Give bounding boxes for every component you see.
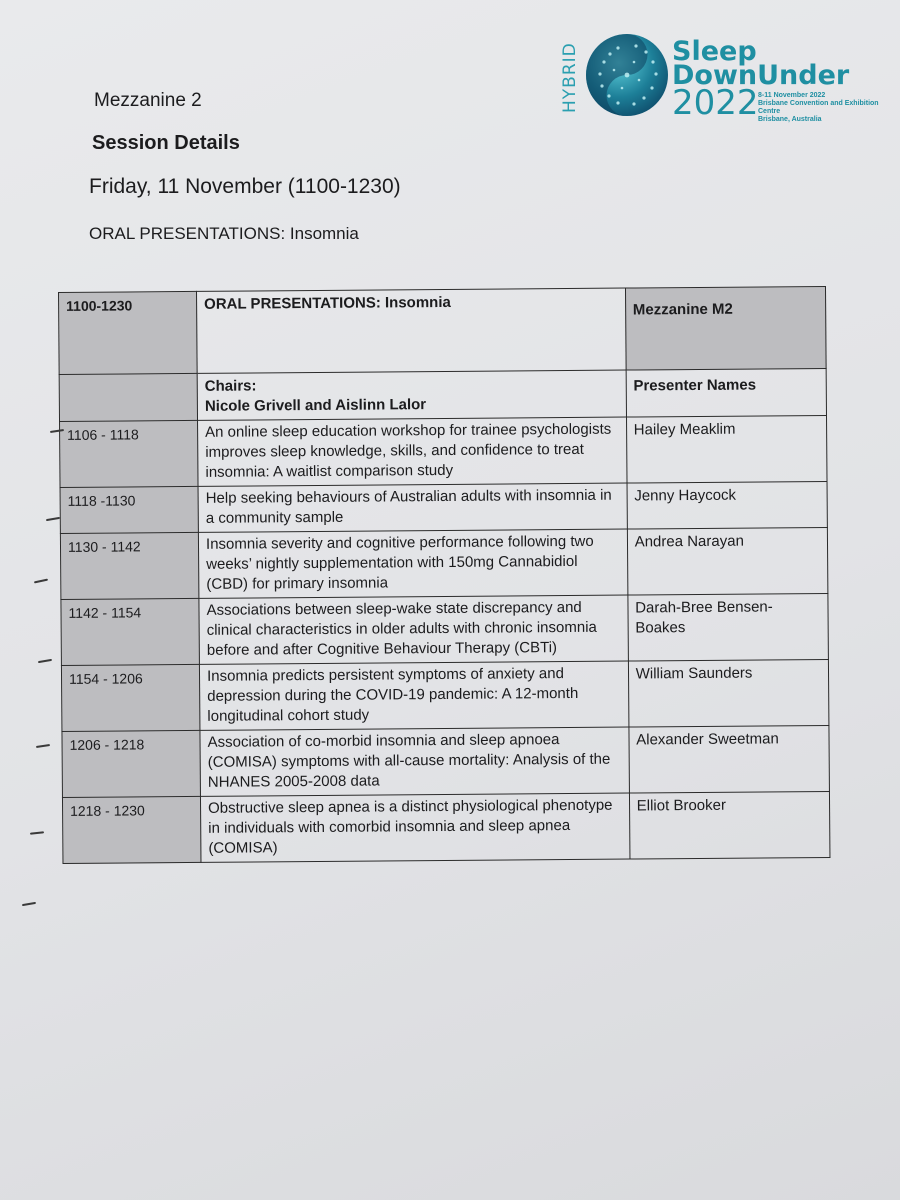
chairs-label: Chairs:	[204, 377, 257, 395]
talk-time: 1218 - 1230	[62, 796, 201, 863]
session-name: ORAL PRESENTATIONS: Insomnia	[89, 224, 359, 243]
table-row	[60, 527, 827, 599]
table-row	[62, 791, 829, 863]
table-row	[61, 593, 828, 665]
pencil-tick-mark	[36, 744, 50, 748]
talk-title: Insomnia severity and cognitive performance following two weeks’ nightly supplementation with 150mg Cannabidiol (CBD) for primary insomnia	[198, 529, 627, 598]
table-row	[60, 481, 827, 533]
session-date-time: Friday, 11 November (1100-1230)	[89, 175, 401, 198]
talk-presenter: William Saunders	[628, 659, 829, 727]
pencil-tick-mark	[34, 579, 48, 584]
talk-time: 1106 - 1118	[60, 420, 199, 487]
table-row	[61, 659, 828, 731]
schedule-table	[58, 286, 830, 864]
talk-presenter: Jenny Haycock	[627, 481, 828, 529]
talk-title: Obstructive sleep apnea is a distinct physiological phenotype in individuals with comorbid insomnia and sleep apnea (COMISA)	[200, 793, 629, 862]
logo-hybrid-text: HYBRID	[560, 42, 580, 114]
header-room: Mezzanine M2	[625, 286, 826, 370]
logo-year: 2022	[672, 83, 759, 123]
pencil-tick-mark	[38, 659, 52, 663]
talk-time: 1118 -1130	[60, 486, 198, 533]
session-details-heading: Session Details	[92, 132, 240, 154]
logo-venue-line2: Brisbane, Australia	[758, 116, 822, 123]
table-row	[62, 725, 829, 797]
venue-heading: Mezzanine 2	[94, 90, 202, 111]
talk-time: 1142 - 1154	[61, 598, 200, 665]
logo-venue-line1: Brisbane Convention and Exhibition Centre	[758, 100, 879, 115]
talk-title: Association of co-morbid insomnia and sleep apnoea (COMISA) symptoms with all-cause mortality: Analysis of the NHANES 2005-2008 data	[200, 727, 629, 796]
logo-globe-icon	[584, 32, 670, 118]
table-header-row	[59, 286, 827, 374]
talk-presenter: Hailey Meaklim	[626, 415, 827, 483]
pencil-tick-mark	[22, 902, 36, 906]
talk-title: Insomnia predicts persistent symptoms of anxiety and depression during the COVID-19 pandemic: A 12-month longitudinal cohort study	[199, 661, 628, 730]
talk-presenter: Darah-Bree Bensen-Boakes	[628, 593, 829, 661]
logo-dates: 8-11 November 2022	[758, 92, 826, 99]
sleep-downunder-logo	[560, 32, 890, 122]
talk-title: Help seeking behaviours of Australian adults with insomnia in a community sample	[198, 483, 627, 532]
chairs-cell	[197, 370, 626, 420]
talk-presenter: Elliot Brooker	[629, 791, 830, 859]
talk-presenter: Andrea Narayan	[627, 527, 828, 595]
chairs-row	[59, 368, 826, 421]
talk-time: 1154 - 1206	[61, 664, 200, 731]
header-title: ORAL PRESENTATIONS: Insomnia	[197, 288, 626, 373]
logo-event-details	[758, 92, 898, 124]
table-row	[60, 415, 827, 487]
logo-title-line2: DownUnder	[672, 60, 850, 91]
header-time: 1100-1230	[59, 291, 198, 374]
talk-time: 1206 - 1218	[62, 730, 201, 797]
talk-time: 1130 - 1142	[60, 532, 199, 599]
logo-title-line1: Sleep	[672, 36, 757, 67]
presenter-names-header: Presenter Names	[626, 368, 827, 417]
talk-title: Associations between sleep-wake state discrepancy and clinical characteristics in older adults with chronic insomnia before and after Cognitive Behaviour Therapy (CBTi)	[199, 595, 628, 664]
chairs-time-cell	[59, 373, 197, 421]
pencil-tick-mark	[30, 831, 44, 834]
talk-title: An online sleep education workshop for trainee psychologists improves sleep knowledge, skills, and confidence to treat insomnia: A waitlist comparison study	[198, 417, 627, 486]
chairs-names: Nicole Grivell and Aislinn Lalor	[204, 396, 427, 415]
pencil-tick-mark	[46, 517, 60, 521]
talk-presenter: Alexander Sweetman	[629, 725, 830, 793]
